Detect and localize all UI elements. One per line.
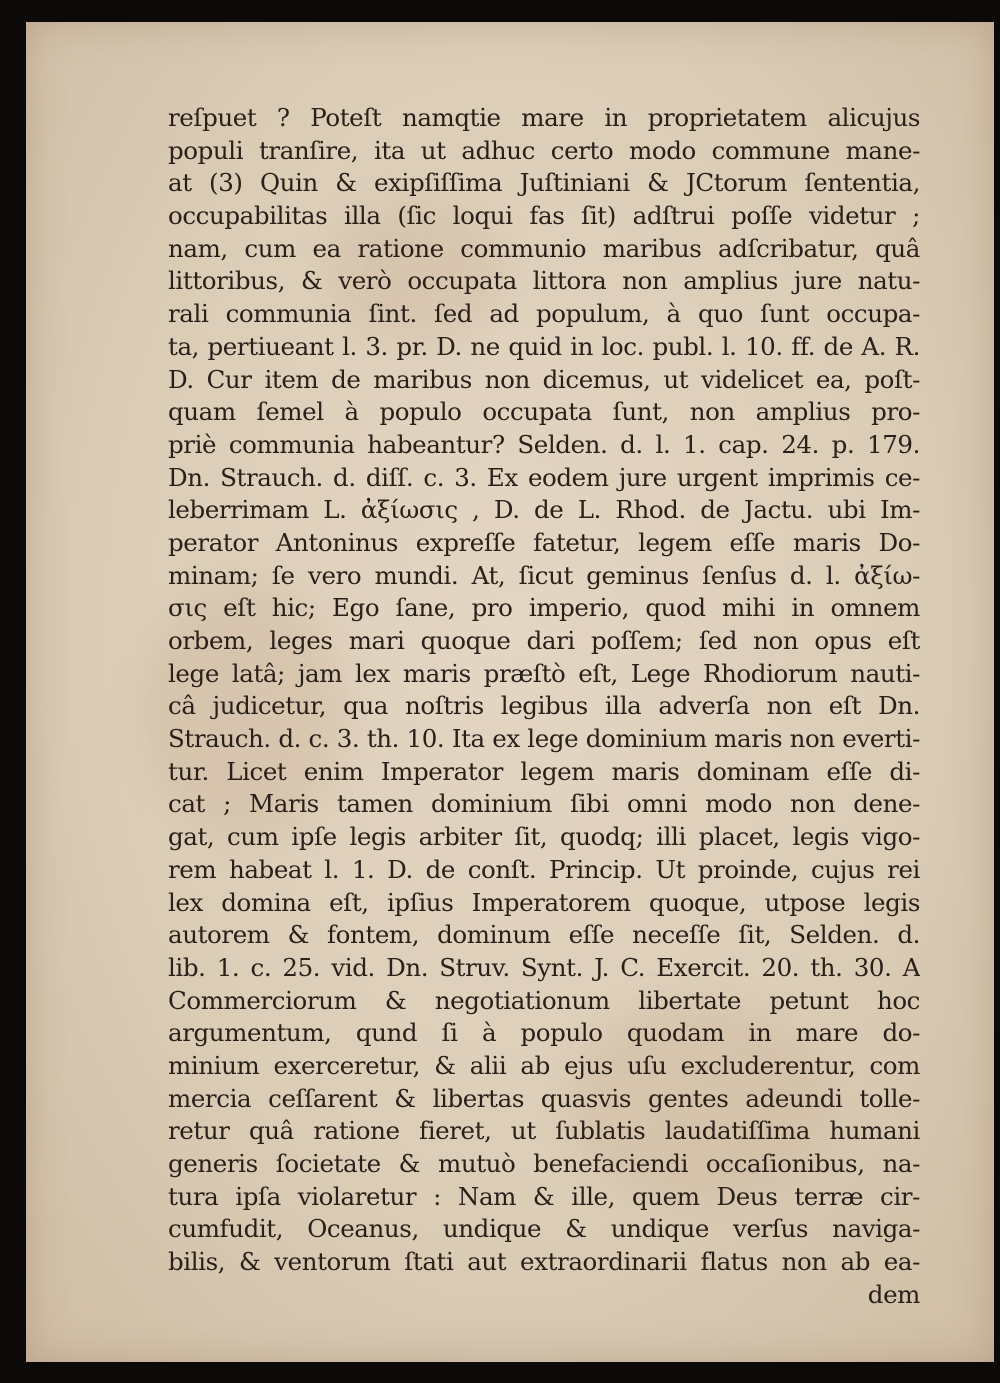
text-line: autorem & fontem, dominum eſſe neceſſe ſit, Selden. d. bbox=[168, 920, 920, 950]
text-line: minam; ſe vero mundi. At, ſicut geminus ſenſus d. l. ἀξίω- bbox=[168, 560, 920, 590]
catchword: dem bbox=[867, 1279, 920, 1309]
text-line: D. Cur item de maribus non dicemus, ut videlicet ea, poſt- bbox=[168, 364, 920, 394]
text-line: quam ſemel à populo occupata ſunt, non amplius pro- bbox=[168, 397, 920, 427]
text-line: nam, cum ea ratione communio maribus adſcribatur, quâ bbox=[168, 233, 920, 263]
text-line: mercia ceſſarent & libertas quasvis gentes adeundi tolle- bbox=[168, 1083, 920, 1113]
text-line: tura ipſa violaretur : Nam & ille, quem Deus terræ cir- bbox=[168, 1181, 920, 1211]
body-text bbox=[168, 102, 920, 1311]
text-line: bilis, & ventorum ſtati aut extraordinarii flatus non ab ea- bbox=[168, 1247, 920, 1277]
text-line: populi tranſire, ita ut adhuc certo modo commune mane- bbox=[168, 135, 920, 165]
text-line: generis ſocietate & mutuò benefaciendi occaſionibus, na- bbox=[168, 1149, 920, 1178]
text-line: gat, cum ipſe legis arbiter ſit, quodq; illi placet, legis vigo- bbox=[168, 822, 920, 852]
text-line: argumentum, qund ſi à populo quodam in mare do- bbox=[168, 1018, 920, 1048]
text-line: rali communia ſint. ſed ad populum, à quo ſunt occupa- bbox=[168, 299, 920, 329]
text-line: Commerciorum & negotiationum libertate petunt hoc bbox=[168, 985, 920, 1015]
text-line: occupabilitas illa (ſic loqui fas ſit) adſtrui poſſe videtur ; bbox=[168, 201, 920, 231]
text-line: Dn. Strauch. d. diſſ. c. 3. Ex eodem jure urgent imprimis ce- bbox=[168, 462, 920, 492]
text-line: leberrimam L. ἀξίωσις , D. de L. Rhod. de Jactu. ubi Im- bbox=[168, 495, 920, 525]
text-line: reſpuet ? Poteſt namqtie mare in proprietatem alicujus bbox=[168, 103, 920, 132]
text-line: ta, pertiueant l. 3. pr. D. ne quid in loc. publ. l. 10. ff. de A. R. bbox=[168, 331, 920, 361]
text-line: câ judicetur, qua noſtris legibus illa adverſa non eſt Dn. bbox=[168, 691, 920, 721]
text-line: retur quâ ratione fieret, ut ſublatis laudatiſſima humani bbox=[168, 1116, 920, 1146]
text-line: minium exerceretur, & alii ab ejus uſu excluderentur, com bbox=[168, 1050, 920, 1080]
text-line: cat ; Maris tamen dominium ſibi omni modo non dene- bbox=[168, 789, 920, 819]
text-line: perator Antoninus expreſſe fatetur, legem eſſe maris Do- bbox=[168, 527, 920, 557]
text-line: lib. 1. c. 25. vid. Dn. Struv. Synt. J. C. Exercit. 20. th. 30. A bbox=[168, 952, 920, 982]
text-line: at (3) Quin & exipſiſſima Juſtiniani & JCtorum ſententia, bbox=[168, 168, 920, 198]
text-line: lex domina eſt, ipſius Imperatorem quoque, utpose legis bbox=[168, 887, 920, 917]
text-line: cumfudit, Oceanus, undique & undique verſus naviga- bbox=[168, 1214, 920, 1244]
text-line: Strauch. d. c. 3. th. 10. Ita ex lege dominium maris non everti- bbox=[168, 724, 920, 754]
text-line: rem habeat l. 1. D. de conſt. Princip. Ut proinde, cujus rei bbox=[168, 854, 920, 884]
text-line: tur. Licet enim Imperator legem maris dominam eſſe di- bbox=[168, 756, 920, 786]
text-line: σις eſt hic; Ego ſane, pro imperio, quod mihi in omnem bbox=[168, 593, 920, 623]
text-line: littoribus, & verò occupata littora non amplius jure natu- bbox=[168, 266, 920, 296]
text-line: lege latâ; jam lex maris præſtò eſt, Lege Rhodiorum nauti- bbox=[168, 658, 920, 688]
text-line: priè communia habeantur? Selden. d. l. 1. cap. 24. p. 179. bbox=[168, 429, 920, 459]
text-line: orbem, leges mari quoque dari poſſem; ſed non opus eſt bbox=[168, 626, 920, 655]
